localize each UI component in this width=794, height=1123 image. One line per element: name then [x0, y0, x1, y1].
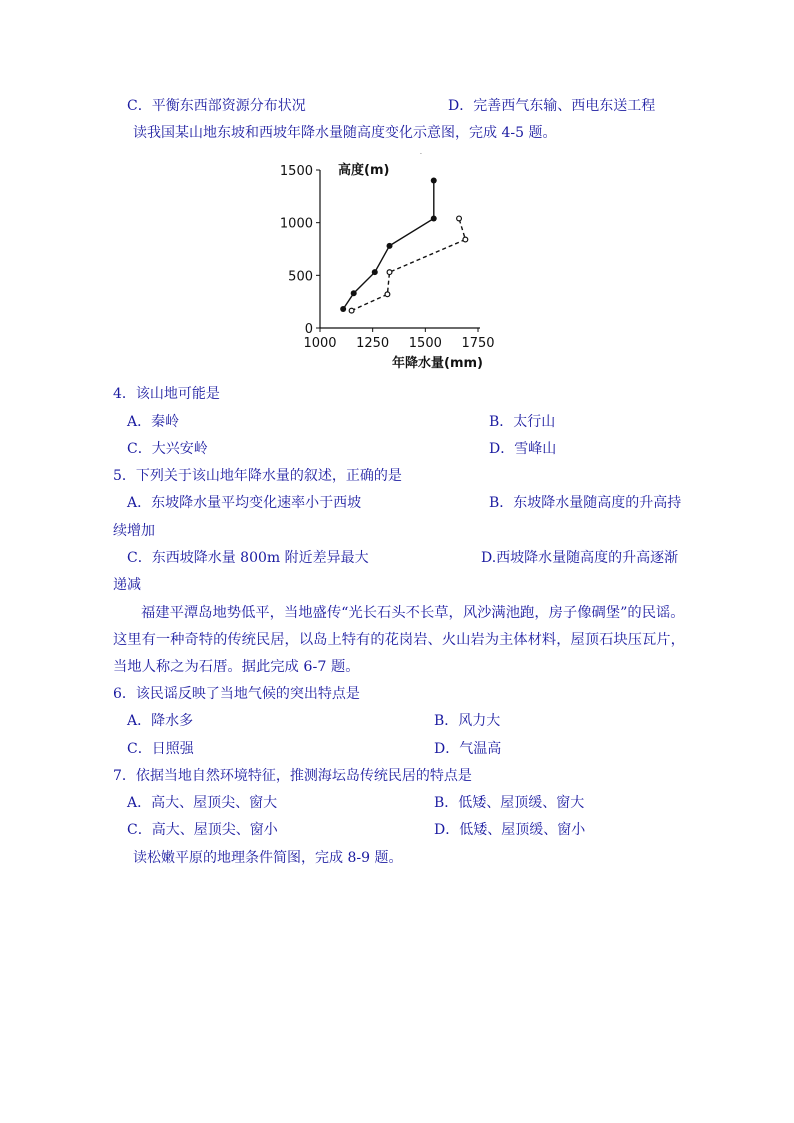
- q6-option-b: B．风力大: [434, 713, 501, 729]
- q6-option-c: C．日照强: [127, 741, 194, 757]
- q6-option-a: A．降水多: [127, 713, 194, 729]
- figure-dot: ·: [420, 151, 422, 158]
- x-tick-label: 1000: [303, 336, 337, 351]
- data-point-solid: [431, 215, 437, 221]
- y-tick-label: 500: [288, 269, 313, 285]
- prev-option-d: D．完善西气东输、西电东送工程: [448, 98, 656, 114]
- q7-stem: 7．依据当地自然环境特征，推测海坛岛传统民居的特点是: [113, 768, 472, 784]
- q7-option-c: C．高大、屋顶尖、窗小: [127, 822, 278, 838]
- q5-stem: 5．下列关于该山地年降水量的叙述，正确的是: [113, 468, 402, 484]
- q4-option-d: D．雪峰山: [489, 441, 557, 457]
- q7-option-d: D．低矮、屋顶缓、窗小: [434, 822, 586, 838]
- q7-option-a: A．高大、屋顶尖、窗大: [127, 795, 278, 811]
- passage-line-3: 当地人称之为石厝。据此完成 6-7 题。: [113, 659, 360, 675]
- y-tick-label: 1000: [280, 216, 313, 232]
- q5-option-d-continued: 递减: [113, 577, 141, 593]
- data-point-dashed: [387, 270, 392, 275]
- q4-option-c: C．大兴安岭: [127, 441, 208, 457]
- x-tick-label: 1500: [408, 336, 442, 351]
- passage-line-1: 福建平潭岛地势低平，当地盛传“光长石头不长草，风沙满池跑，房子像碉堡”的民谣。: [141, 605, 685, 621]
- data-point-solid: [387, 243, 393, 249]
- q5-option-a: A．东坡降水量平均变化速率小于西坡: [127, 495, 362, 511]
- q4-option-b: B．太行山: [489, 414, 556, 430]
- y-axis-label: 高度(m): [338, 163, 390, 178]
- data-point-solid: [372, 269, 378, 275]
- data-point-dashed: [349, 308, 354, 313]
- chart-axes: [320, 170, 480, 328]
- x-tick-label: 1750: [461, 336, 495, 351]
- data-point-solid: [340, 306, 346, 312]
- q4-option-a: A．秦岭: [127, 414, 180, 430]
- q6-option-d: D．气温高: [434, 741, 502, 757]
- data-point-dashed: [385, 292, 390, 297]
- q5-option-c: C．东西坡降水量 800m 附近差异最大: [127, 550, 369, 566]
- x-tick-label: 1250: [356, 336, 390, 351]
- y-tick-label: 1500: [280, 164, 313, 179]
- series-line-dashed: [352, 219, 466, 311]
- q4-stem: 4．该山地可能是: [113, 386, 220, 402]
- x-axis-label: 年降水量(mm): [392, 356, 483, 371]
- q7-option-b: B．低矮、屋顶缓、窗大: [434, 795, 585, 811]
- passage-line-2: 这里有一种奇特的传统民居，以岛上特有的花岗岩、火山岩为主体材料，屋顶石块压瓦片，: [113, 632, 685, 648]
- q5-option-b-continued: 续增加: [113, 523, 155, 539]
- data-point-solid: [431, 178, 437, 184]
- data-point-solid: [351, 290, 357, 296]
- intro-4-5: 读我国某山地东坡和西坡年降水量随高度变化示意图，完成 4-5 题。: [133, 125, 557, 141]
- data-point-dashed: [463, 237, 468, 242]
- prev-option-c: C．平衡东西部资源分布状况: [127, 98, 306, 114]
- intro-8-9: 读松嫩平原的地理条件简图，完成 8-9 题。: [133, 850, 403, 866]
- q5-option-d: D.西坡降水量随高度的升高逐渐: [481, 550, 679, 566]
- y-tick-label: 0: [304, 322, 313, 337]
- precipitation-altitude-chart: [280, 148, 510, 376]
- q5-option-b: B．东坡降水量随高度的升高持: [489, 495, 682, 511]
- data-point-dashed: [457, 216, 462, 221]
- q6-stem: 6．该民谣反映了当地气候的突出特点是: [113, 686, 360, 702]
